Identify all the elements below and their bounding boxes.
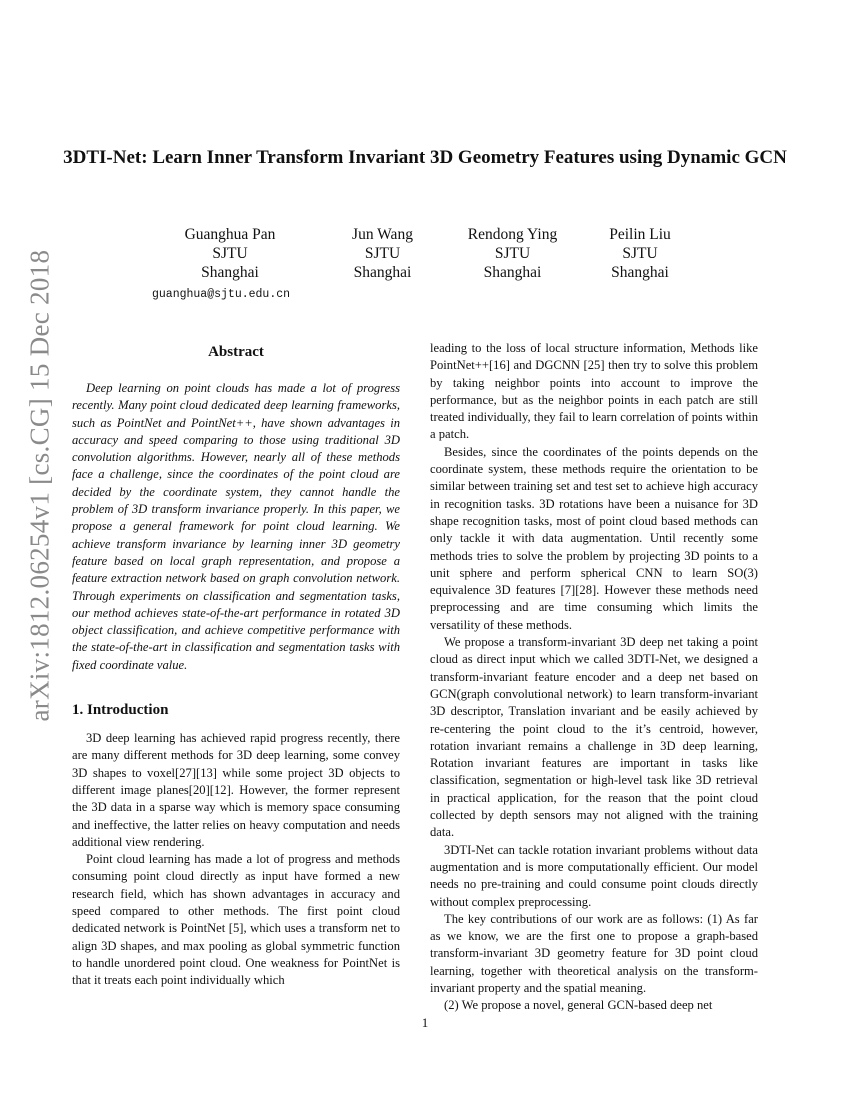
paragraph: Besides, since the coordinates of the points depends on the coordinate system, these methods require the orientation to be similar between training set and test set to achieve high accuracy in recognition tasks. 3D rotations have been a nuisance for 3D shape recognition tasks, most of point cloud based methods can only tackle it with data augmentation. Until recently some methods tries to solve the problem by projecting 3D points to a unit sphere and perform spherical CNN to learn SO(3) equivalence 3D features [7][28]. However these methods need preprocessing and are time consuming which limits the versatility of these methods. [430, 444, 758, 632]
author-email: guanghua@sjtu.edu.cn [152, 288, 291, 301]
author-1 [150, 225, 310, 282]
author-location: Shanghai [201, 264, 259, 281]
paragraph: (2) We propose a novel, general GCN-based deep net [444, 998, 713, 1013]
paper-title: 3DTI-Net: Learn Inner Transform Invariant 3D Geometry Features using Dynamic GCN [63, 147, 787, 168]
author-name: Guanghua Pan [184, 226, 276, 243]
author-3 [450, 225, 575, 282]
author-affiliation: SJTU [364, 245, 401, 262]
paragraph: 3D deep learning has achieved rapid progress recently, there are many different methods for 3D deep learning, some convey 3D shapes to voxel[27][13] while some project 3D objects to different image planes[20][12]. However, the former represent the 3D data in a sparse way which is memory space consuming and ineffective, the latter relies on heavy computation and needs additional view rendering. [72, 731, 400, 849]
author-location: Shanghai [353, 264, 412, 281]
introduction-heading: 1. Introduction [72, 702, 169, 719]
author-name: Rendong Ying [467, 226, 558, 243]
paragraph: The key contributions of our work are as follows: (1) As far as we know, we are the first one to propose a graph-based transform-invariant 3D geometry feature for 3D point cloud learning, together with theoretical analysis on the transform-invariant property and the spatial meaning. [430, 911, 758, 995]
author-4 [580, 225, 700, 282]
author-location: Shanghai [611, 264, 669, 281]
arxiv-id: arXiv:1812.06254v1 [cs.CG] 15 Dec 2018 [24, 249, 55, 722]
page-number: 1 [421, 1015, 429, 1030]
author-affiliation: SJTU [622, 245, 658, 262]
author-name: Jun Wang [352, 226, 413, 243]
paragraph: We propose a transform-invariant 3D deep net taking a point cloud as direct input which we called 3DTI-Net, we designed a transform-invariant feature encoder and a deep net based on GCN(graph convolutional network) to learn transform-invariant 3D descriptor, Translation invariant and be easily achieved by re-centering the point cloud to the it’s centroid, however, rotation invariant remains a challenge in 3D deep learning, Rotation invariant features are important in tasks like classification, segmentation or high-level task like 3D retrieval in practical application, for the reason that the point cloud collected by depth sensors may not aligned with the training data. [430, 635, 758, 840]
author-2 [315, 225, 450, 282]
paragraph: Point cloud learning has made a lot of progress and methods consuming point cloud directly as input have formed a new research field, which has shown advantages in accuracy and speed compared to other methods. The first point cloud dedicated network is PointNet [5], which uses a transform net to align 3D shapes, and max pooling as global symmetric function to handle unordered point cloud. One weakness for PointNet is that it treats each point individually which [72, 852, 400, 988]
author-affiliation: SJTU [212, 245, 248, 262]
author-name: Peilin Liu [609, 226, 671, 243]
author-location: Shanghai [483, 264, 542, 281]
left-column [72, 340, 400, 990]
paragraph: 3DTI-Net can tackle rotation invariant problems without data augmentation and is more computationally efficient. Our model needs no pre-training and could consume point clouds directly without complex preprocessing. [430, 842, 758, 909]
abstract-heading: Abstract [208, 344, 264, 360]
author-affiliation: SJTU [494, 245, 531, 262]
abstract-text: Deep learning on point clouds has made a lot of progress recently. Many point cloud dedicated deep learning frameworks, such as PointNet and PointNet++, have shown advantages in accuracy and speed comparing to those using traditional 3D convolution algorithms. However, nearly all of these methods face a challenge, since the coordinates of the point cloud are decided by the coordinate system, they cannot handle the problem of 3D transform invariance properly. In this paper, we propose a general framework for point cloud learning. We achieve transform invariance by learning inner 3D geometry feature based on local graph representation, and propose a feature extraction network based on graph convolution network. Through experiments on classification and segmentation tasks, our method achieves state-of-the-art performance in rotated 3D object classification, and achieve competitive performance with the state-of-the-art in classification and segmentation tasks with fixed coordinate value. [72, 381, 400, 672]
right-column [430, 340, 758, 1015]
paragraph: leading to the loss of local structure information, Methods like PointNet++[16] and DGCNN [25] then try to solve this problem by taking neighbor points into account to improve the performance, but as the neighbor points in each patch are still treated individually, they fail to learn correlation of points within a patch. [430, 341, 758, 442]
